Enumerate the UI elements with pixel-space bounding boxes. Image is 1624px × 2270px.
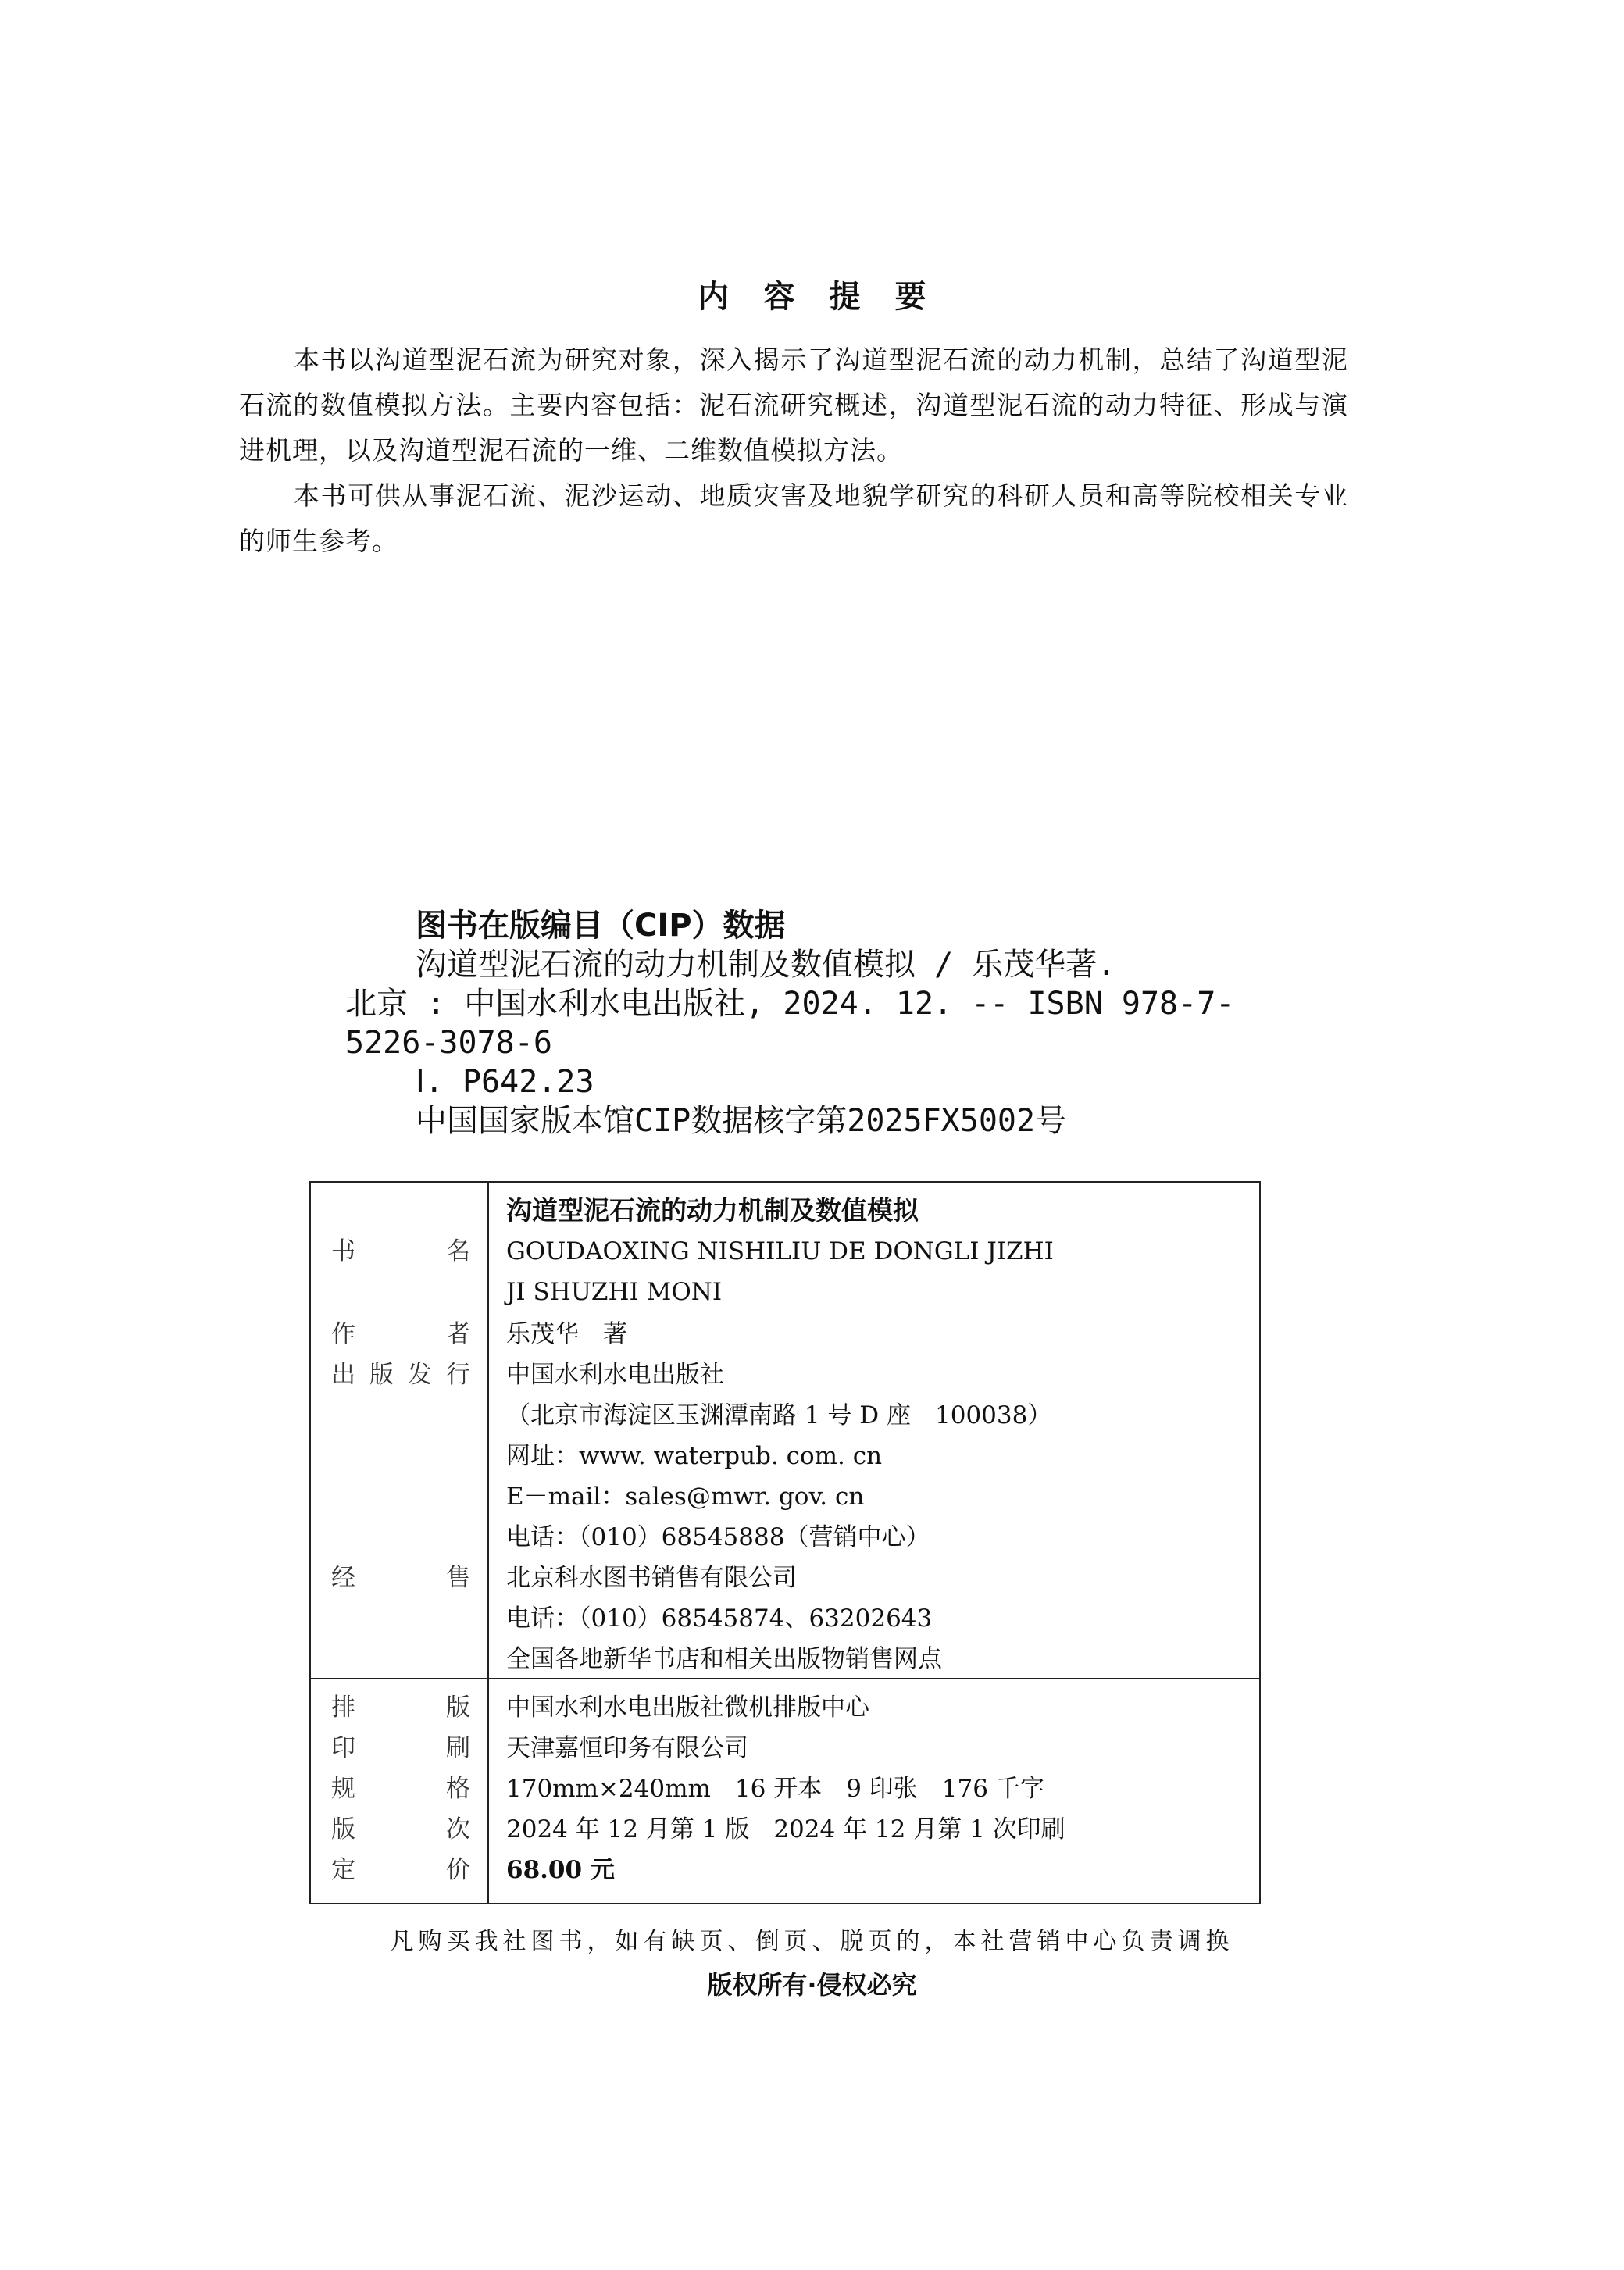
table-row [311, 1476, 1259, 1517]
row-label: 排 版 [331, 1694, 470, 1722]
row-label: 作 者 [331, 1320, 470, 1348]
table-row [311, 1558, 1259, 1598]
cip-classification: Ⅰ. P642.23 [416, 1064, 594, 1100]
row-label: 版 次 [331, 1815, 470, 1843]
replacement-notice: 凡购买我社图书，如有缺页、倒页、脱页的，本社营销中心负责调换 [390, 1928, 1234, 1955]
table-row [311, 1272, 1259, 1312]
table-row [311, 1687, 1259, 1728]
row-value: GOUDAOXING NISHILIU DE DONGLI JIZHI [506, 1237, 1054, 1265]
row-label: 印 刷 [331, 1734, 470, 1762]
publication-info-table [309, 1181, 1261, 1904]
cip-isbn-line: 5226-3078-6 [345, 1025, 552, 1061]
row-label [331, 1436, 470, 1476]
row-label: 定 价 [331, 1856, 470, 1884]
cip-title-line: 沟道型泥石流的动力机制及数值模拟 / 乐茂华著. [416, 947, 1116, 983]
table-row [311, 1850, 1259, 1890]
table-row [311, 1728, 1259, 1769]
row-value: 北京科水图书销售有限公司 [506, 1564, 797, 1592]
table-row [311, 1639, 1259, 1679]
row-value: 68.00 元 [506, 1856, 615, 1884]
row-value: E－mail：sales@mwr. gov. cn [506, 1483, 865, 1511]
row-label: 书 名 [331, 1237, 470, 1265]
row-value: 中国水利水电出版社微机排版中心 [506, 1694, 869, 1722]
row-label [331, 1517, 470, 1558]
cip-heading: 图书在版编目（CIP）数据 [416, 908, 786, 944]
row-label: 规 格 [331, 1775, 470, 1803]
summary-title: 内容提要 [698, 279, 961, 315]
summary-paragraph-2: 本书可供从事泥石流、泥沙运动、地质灾害及地貌学研究的科研人员和高等院校相关专业的师生参考。 [239, 480, 1348, 556]
row-value: 乐茂华 著 [506, 1320, 627, 1348]
copyright-notice: 版权所有·侵权必究 [707, 1970, 917, 2000]
row-label [331, 1476, 470, 1517]
table-row [311, 1314, 1259, 1355]
row-value: 网址：www. waterpub. com. cn [506, 1442, 883, 1470]
row-label: 出 版 发 行 [331, 1361, 470, 1389]
row-label [331, 1272, 470, 1312]
cip-publisher-line: 北京 : 中国水利水电出版社, 2024. 12. -- ISBN 978-7- [345, 986, 1235, 1022]
cip-record-number: 中国国家版本馆CIP数据核字第2025FX5002号 [416, 1103, 1067, 1139]
row-value: JI SHUZHI MONI [506, 1278, 723, 1306]
table-row [311, 1598, 1259, 1639]
row-value: 2024 年 12 月第 1 版 2024 年 12 月第 1 次印刷 [506, 1815, 1065, 1843]
row-label [331, 1190, 470, 1231]
row-value: （北京市海淀区玉渊潭南路 1 号 D 座 100038） [506, 1401, 1052, 1429]
table-row [311, 1769, 1259, 1809]
row-value: 天津嘉恒印务有限公司 [506, 1734, 748, 1762]
row-value: 170mm×240mm 16 开本 9 印张 176 千字 [506, 1775, 1044, 1803]
row-label [331, 1598, 470, 1639]
row-value: 电话：（010）68545888（营销中心） [506, 1523, 930, 1551]
table-row [311, 1517, 1259, 1558]
table-row [311, 1809, 1259, 1850]
summary-paragraph-1: 本书以沟道型泥石流为研究对象，深入揭示了沟道型泥石流的动力机制，总结了沟道型泥石流的数值模拟方法。主要内容包括：泥石流研究概述，沟道型泥石流的动力特征、形成与演进机理，以及沟道型泥石流的一维、二维数值模拟方法。 [239, 344, 1348, 466]
row-value: 全国各地新华书店和相关出版物销售网点 [506, 1645, 942, 1673]
cip-block [345, 906, 1283, 1140]
table-row [311, 1436, 1259, 1476]
summary-text [239, 337, 1348, 564]
table-row [311, 1190, 1259, 1231]
table-row [311, 1231, 1259, 1272]
row-label: 经 售 [331, 1564, 470, 1592]
row-label [331, 1395, 470, 1436]
table-row [311, 1355, 1259, 1395]
row-value: 沟道型泥石流的动力机制及数值模拟 [506, 1195, 919, 1226]
row-value: 中国水利水电出版社 [506, 1361, 724, 1389]
row-label [331, 1639, 470, 1679]
table-row [311, 1395, 1259, 1436]
row-value: 电话：（010）68545874、63202643 [506, 1604, 933, 1633]
